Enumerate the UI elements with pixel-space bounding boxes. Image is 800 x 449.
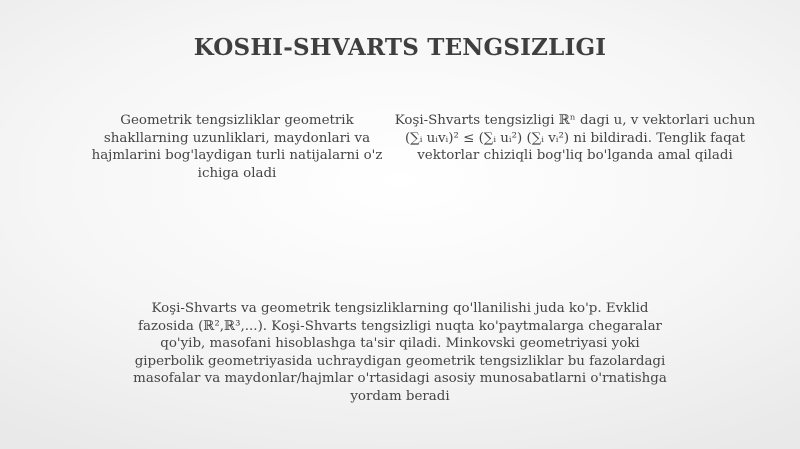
- bottom-text-block: Koşi-Shvarts va geometrik tengsizliklarning qo'llanilishi juda ko'p. Evklid fazosida (ℝ²,ℝ³,...). Koşi-Shvarts tengsizligi nuqta ko'paytmalarga chegaralar qo'yib, masofani hisoblashga ta'sir qiladi. Minkovski geometriyasi yoki giperbolik geometriyasida uchraydigan geometrik tengsizliklar bu fazolardagi masofalar va maydonlar/hajmlar o'rtasidagi asosiy munosabatlarni o'rnatishga yordam beradi: [133, 301, 667, 404]
- slide-title: KOSHI-SHVARTS TENGSIZLIGI: [193, 34, 607, 61]
- right-text-block: Koşi-Shvarts tengsizligi ℝⁿ dagi u, v vektorlari uchun (∑ᵢ uᵢvᵢ)² ≤ (∑ᵢ uᵢ²) (∑ᵢ vᵢ²) ni bildiradi. Tenglik faqat vektorlar chiziqli bog'liq bo'lganda amal qiladi: [394, 113, 756, 163]
- left-text-block: Geometrik tengsizliklar geometrik shakllarning uzunliklari, maydonlari va hajmlarini bog'laydigan turli natijalarni o'z ichiga oladi: [91, 113, 383, 181]
